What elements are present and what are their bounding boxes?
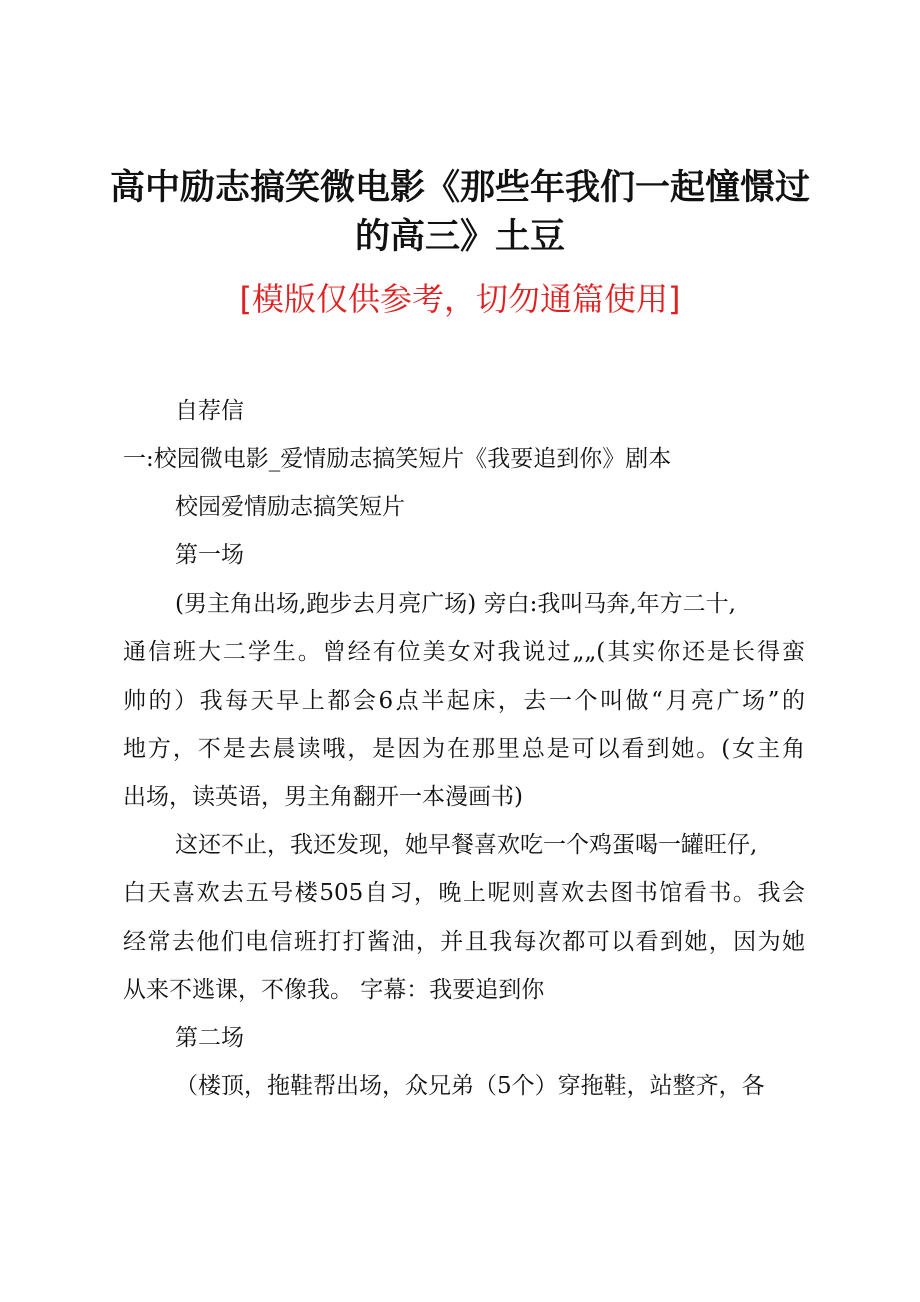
paragraph-line: (男主角出场,跑步去月亮广场) 旁白:我叫马奔,年方二十, — [175, 591, 736, 617]
heading-self-recommendation: 自荐信 — [175, 398, 244, 424]
subtitle-line: 校园爱情励志搞笑短片 — [175, 494, 405, 520]
paragraph-line: 经常去他们电信班打打酱油，并且我每次都可以看到她，因为她 — [123, 929, 805, 955]
scene-heading-1: 第一场 — [175, 542, 244, 568]
document-title-line-2: 的高三》土豆 — [354, 217, 565, 257]
paragraph-line: 通信班大二学生。曾经有位美女对我说过„„(其实你还是长得蛮 — [123, 639, 805, 665]
paragraph-line: 帅的）我每天早上都会6点半起床，去一个叫做“月亮广场”的 — [123, 688, 805, 714]
paragraph-line: 从来不逃课，不像我。 字幕：我要追到你 — [123, 977, 545, 1003]
section-title: 一:校园微电影_爱情励志搞笑短片《我要追到你》剧本 — [123, 446, 672, 472]
paragraph-line: 地方，不是去晨读哦，是因为在那里总是可以看到她。(女主角 — [123, 736, 805, 762]
document-title-line-1: 高中励志搞笑微电影《那些年我们一起憧憬过 — [109, 168, 810, 208]
paragraph-line: 这还不止，我还发现，她早餐喜欢吃一个鸡蛋喝一罐旺仔, — [175, 832, 758, 858]
template-notice: [模版仅供参考，切勿通篇使用] — [239, 280, 681, 318]
paragraph-line: （楼顶，拖鞋帮出场，众兄弟（5个）穿拖鞋，站整齐，各 — [175, 1073, 765, 1099]
paragraph-line: 出场，读英语，男主角翻开一本漫画书) — [123, 784, 523, 810]
scene-heading-2: 第二场 — [175, 1025, 244, 1051]
paragraph-line: 白天喜欢去五号楼505自习，晚上呢则喜欢去图书馆看书。我会 — [123, 880, 805, 906]
